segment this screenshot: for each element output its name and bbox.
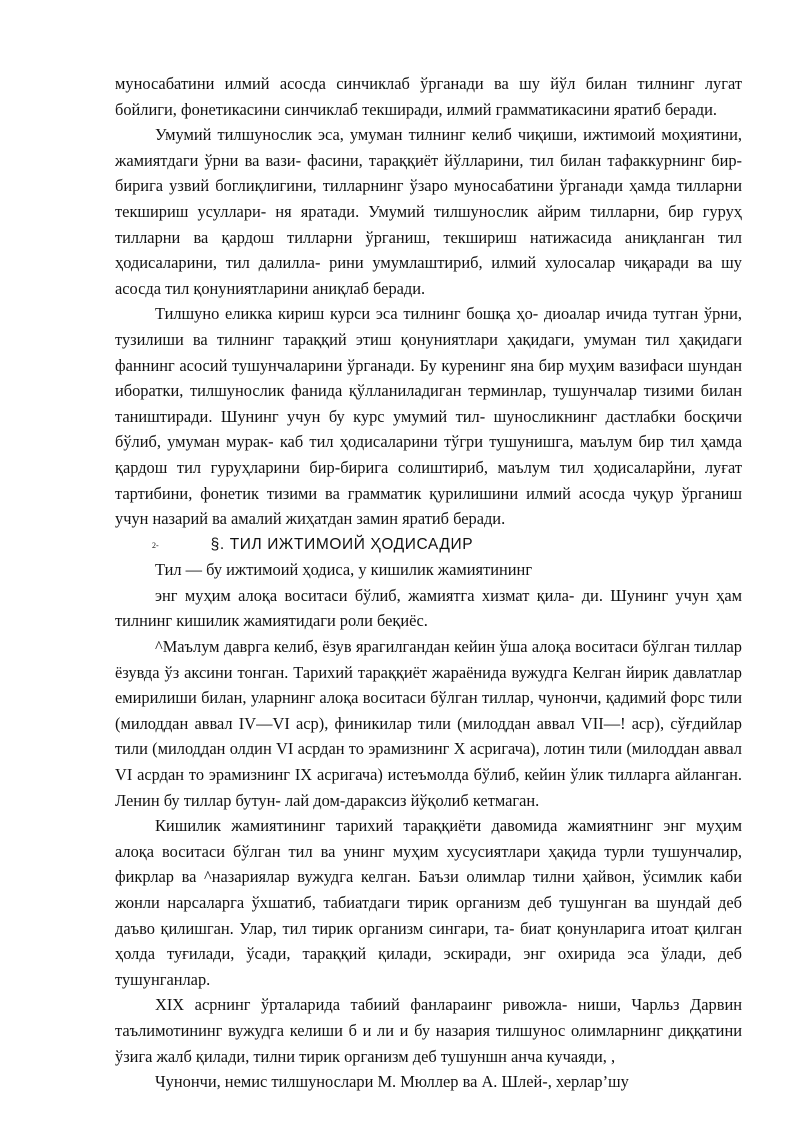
paragraph-general-linguistics: Умумий тилшунослик эса, умуман тилнинг келиб чиқиши, ижтимоий моҳиятини, жамиятдаги ўрни ва вази- фасини, тараққиёт йўлларини, тил билан тафаккурнинг бир-бирига узвий боглиқлигини, тилларнинг ўзаро муносабатини ўрганади ҳамда тилларни текшириш усуллари- ня яратади. Умумий тилшунослик айрим тилларни, бир гуруҳ тилларни ва қардош тилларни ўрганиш, текшириш натижасида аниқланган тил ҳодисаларини, тил далилла- рини умумлаштириб, илмий хулосалар чиқаради ва шу асосда тил қонуниятларини аниқлаб беради.	[115, 125, 742, 298]
section-number: 2-	[152, 540, 159, 550]
paragraph-communication: энг муҳим алоқа воситаси бўлиб, жамиятга хизмат қила- ди. Шунинг учун ҳам тилнинг кишилик жамиятидаги роли беқиёс.	[115, 585, 742, 631]
paragraph-continued: муносабатини илмий асосда синчиклаб ўрганади ва шу йўл билан тилнинг лугат бойлиги, фонетикасини синчиклаб текширади, илмий грамматикасини яратиб беради.	[115, 74, 742, 119]
document-body	[115, 71, 742, 1095]
section-heading	[115, 532, 742, 558]
paragraph-german-linguists: Чунончи, немис тилшунослари М. Мюллер ва А. Шлей-, херлар’шу	[155, 1072, 629, 1092]
paragraph-theories: Кишилик жамиятининг тарихий тараққиёти давомида жамиятнинг энг муҳим алоқа воситаси бўлган тил ва унинг муҳим хусусиятлари ҳақида турли тушунчалир, фикрлар ва ^назариялар вужудга келган. Баъзи олимлар тилни ҳайвон, ўсимлик каби жонли нарсаларга ўхшатиб, табиатдаги тирик организм деб тушунган ва шундай деб даъво қилишган. Улар, тил тирик организм сингари, та- биат қонунларига итоат қилган ҳолда туғилади, ўсади, тараққий қилади, эскиради, энг охирида эса ўлади, деб тушунганлар.	[115, 816, 742, 989]
paragraph-intro-course: Тилшуно еликка кириш курси эса тилнинг бошқа ҳо- диоалар ичида тутган ўрни, тузилиши ва тилнинг тараққий этиш қонуниятлари ҳақидаги, умуман тил ҳақидаги фаннинг асосий тушунчаларини ўрганади. Бу куренинг яна бир муҳим вазифаси шундан иборатки, тилшунослик фанида қўлланиладиган терминлар, тушунчалар тизими билан таништиради. Шунинг учун бу курс умумий тил- шуносликнинг дастлабки босқичи бўлиб, умуман мурак- каб тил ҳодисаларини тўгри тушунишга, маълум бир тил ҳамда қардош тил гуруҳларини бир-бирига солиштириб, маълум тил ҳодисаларйни, луғат тартибини, фонетик тизими ва грамматик қурилишини илмий асосда чуқур ўрганиш учун назарий ва амалий жиҳатдан замин яратиб беради.	[115, 304, 742, 529]
paragraph-writing-history: ^Маълум даврга келиб, ёзув ярагилгандан кейин ўша алоқа воситаси бўлган тиллар ёзувда ўз аксини тонган. Тарихий тараққиёт жараёнида вужудга Келган йирик давлатлар емирилиши билан, уларнинг алоқа воситаси бўлган тиллар, чунончи, қадимий форс тили (милоддан аввал IV—VI аср), финикилар тили (милоддан аввал VII—! аср), сўғдийлар тили (милоддан олдин VI асрдан то эрамизнинг X асригача), лотин тили (милоддан аввал VI асрдан то эрамизнинг IX асригача) истеъмолда бўлиб, кейин ўлик тилларга айланган. Ленин бу тиллар бутун- лай дом-дараксиз йўқолиб кетмаган.	[115, 637, 742, 810]
section-title: §. ТИЛ ИЖТИМОИЙ ҲОДИСАДИР	[210, 535, 474, 553]
paragraph-language-social: Тил — бу ижтимоий ҳодиса, у кишилик жамиятининг	[155, 560, 533, 580]
paragraph-nineteenth-century: XIX асрнинг ўрталарида табиий фанлараинг ривожла- ниши, Чарльз Дарвин таълимотининг вужудга келиши б и ли и бу назария тилшунос олимларнинг диққатини ўзига жалб қилади, тилни тирик организм деб тушуншн анча кучаяди, ,	[115, 995, 742, 1066]
